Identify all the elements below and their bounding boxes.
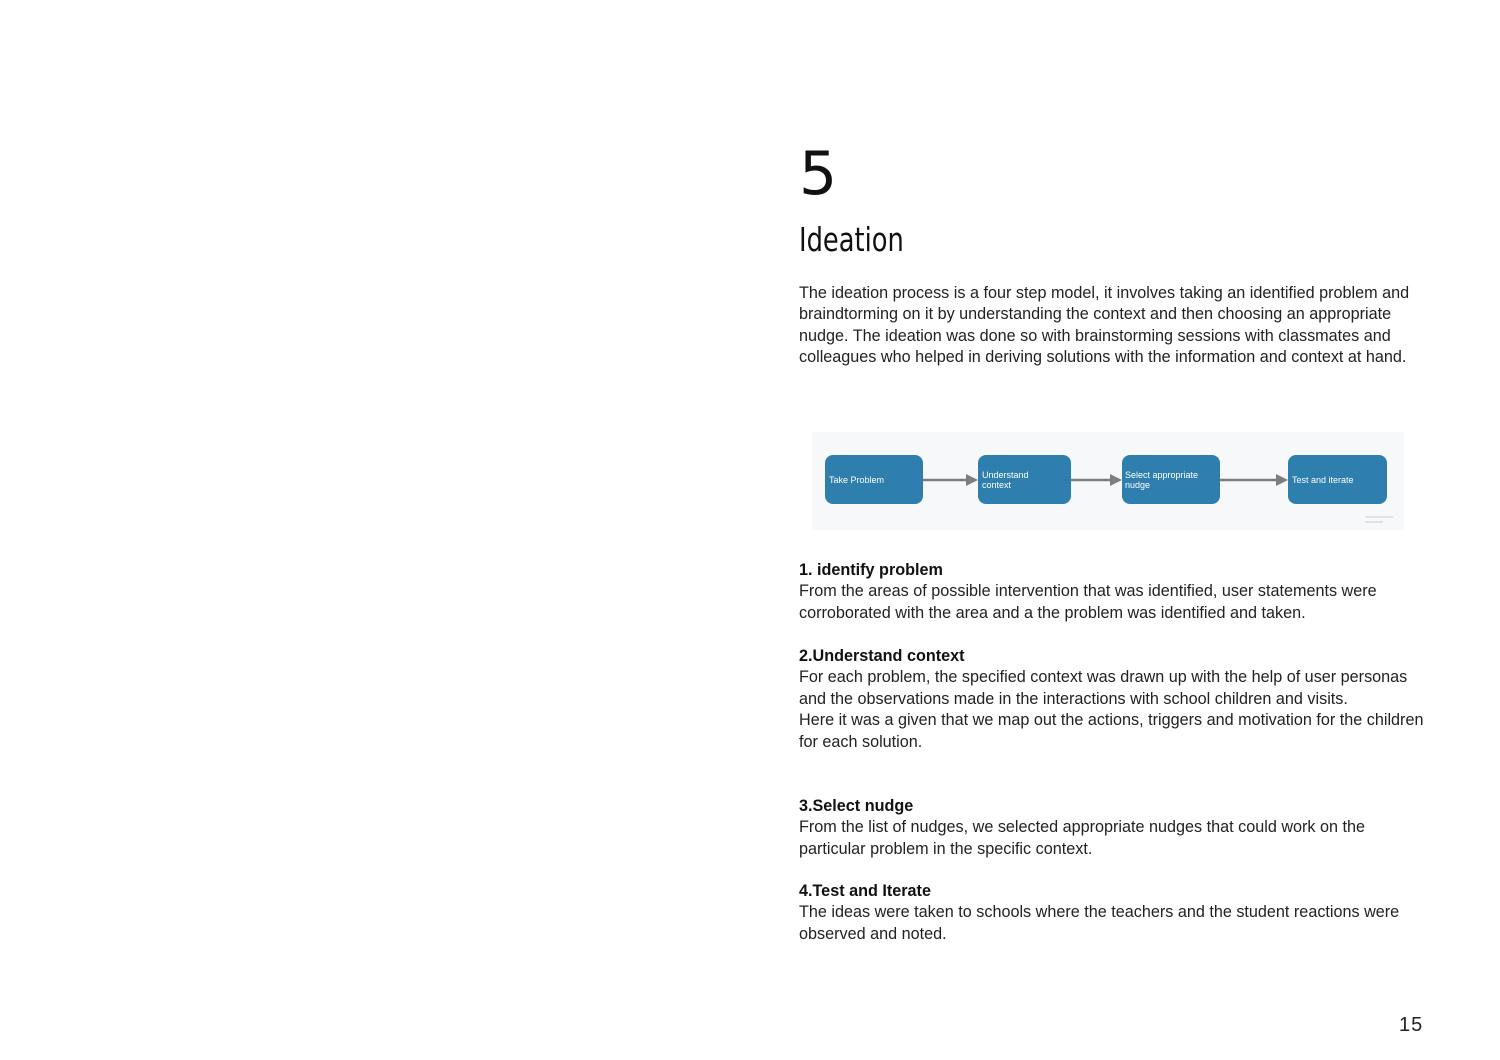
process-flow-svg <box>812 432 1404 530</box>
step-take-problem <box>825 455 923 504</box>
section-heading: 4.Test and Iterate <box>799 882 931 900</box>
step-select-nudge-label-line1: Select appropriate <box>1125 470 1199 480</box>
section-paragraph: For each problem, the specified context was drawn up with the help of user personas and the observations made in the interactions with school children and visits. <box>799 668 1408 708</box>
step-understand-context-label-line2: context <box>982 480 1012 490</box>
arrow-2 <box>1071 474 1122 486</box>
section-test-iterate <box>799 881 1429 945</box>
section-select-nudge <box>799 796 1429 860</box>
chapter-title: Ideation <box>799 220 904 259</box>
section-paragraph: From the list of nudges, we selected appropriate nudges that could work on the particular problem in the specific context. <box>799 818 1365 858</box>
section-paragraph: The ideas were taken to schools where the teachers and the student reactions were observed and noted. <box>799 903 1400 943</box>
step-test-iterate <box>1288 455 1387 504</box>
chapter-number: 5 <box>799 139 838 209</box>
section-understand-context <box>799 646 1429 753</box>
section-identify-problem <box>799 560 1429 624</box>
page-number: 15 <box>1399 1014 1424 1036</box>
section-paragraph: Here it was a given that we map out the actions, triggers and motivation for the children for each solution. <box>799 711 1424 751</box>
section-heading: 1. identify problem <box>799 561 943 579</box>
step-understand-context-label-line1: Understand <box>982 470 1029 480</box>
arrow-3 <box>1220 474 1288 486</box>
section-heading: 2.Understand context <box>799 647 965 665</box>
section-paragraph: From the areas of possible intervention that was identified, user statements were corroborated with the area and a the problem was identified and taken. <box>799 582 1377 622</box>
arrow-1 <box>923 474 978 486</box>
step-take-problem-label: Take Problem <box>829 475 885 485</box>
step-select-nudge <box>1122 455 1220 504</box>
section-heading: 3.Select nudge <box>799 797 914 815</box>
step-test-iterate-label: Test and iterate <box>1292 475 1354 485</box>
step-understand-context <box>978 455 1071 504</box>
intro-paragraph: The ideation process is a four step model, it involves taking an identified problem and braindtorming on it by understanding the context and then choosing an appropriate nudge. The ideation was done so with brainstorming sessions with classmates and colleagues who helped in deriving solutions with the information and context at hand. <box>799 284 1410 367</box>
step-select-nudge-label-line2: nudge <box>1125 480 1151 490</box>
ideation-process-diagram <box>812 432 1404 530</box>
watermark-mark <box>1365 516 1393 523</box>
